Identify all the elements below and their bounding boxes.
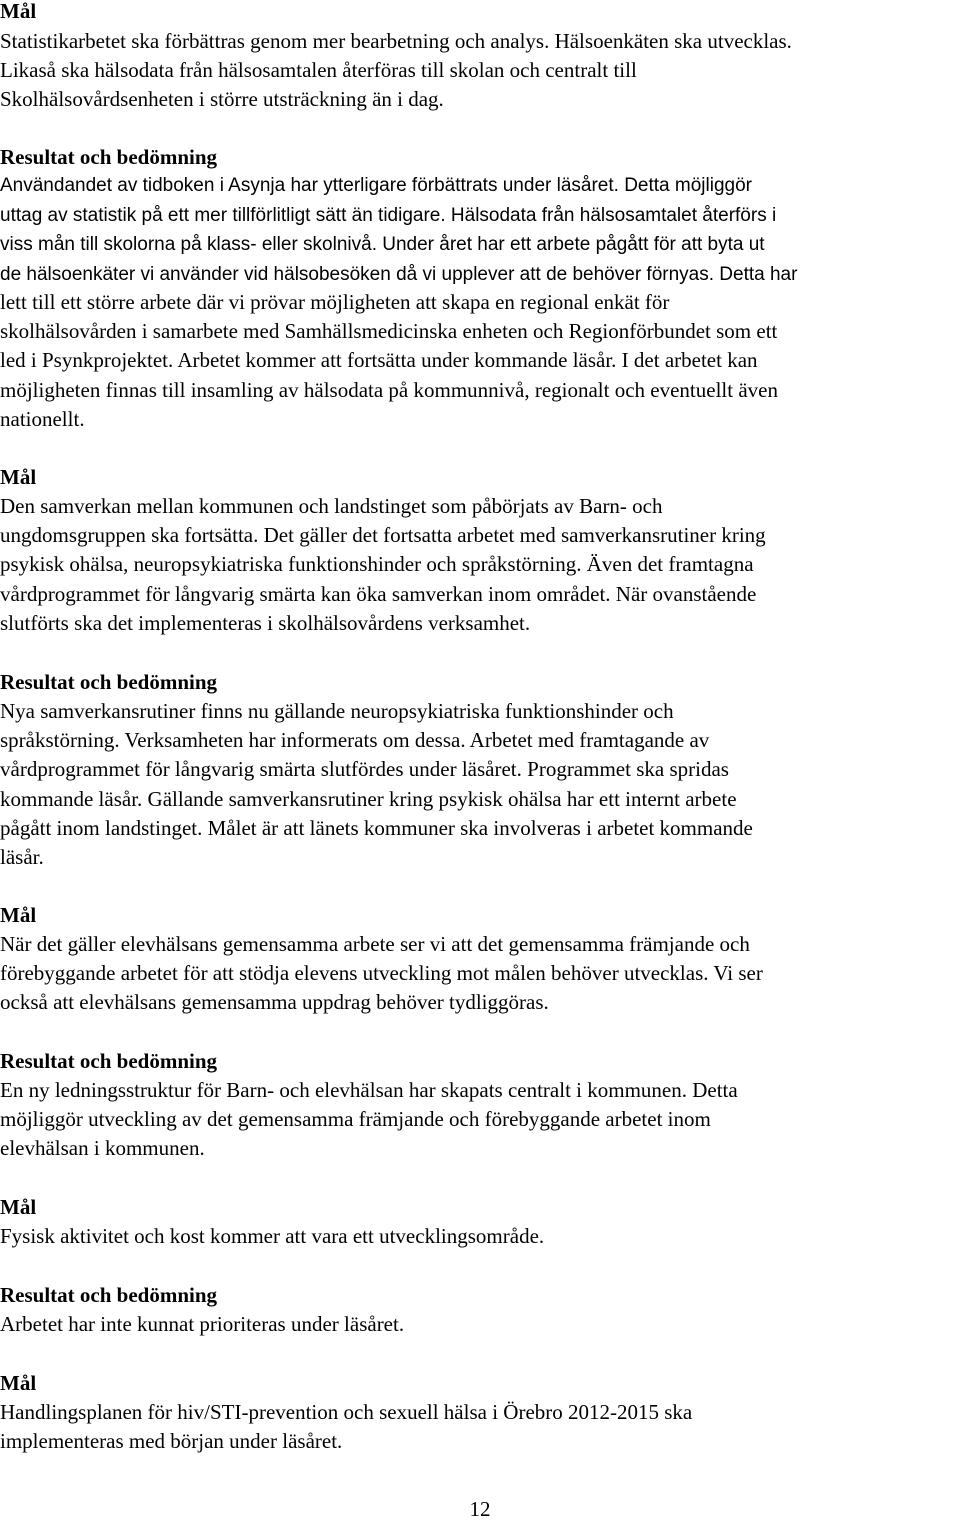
text-line: Den samverkan mellan kommunen och landstinget som påbörjats av Barn- och bbox=[0, 494, 663, 518]
section-text bbox=[0, 492, 958, 638]
section-text bbox=[0, 930, 958, 1018]
text-line: skolhälsovården i samarbete med Samhällsmedicinska enheten och Regionförbundet som ett bbox=[0, 319, 778, 344]
text-line: uttag av statistik på ett mer tillförlitligt sätt än tidigare. Hälsodata från hälsosamtalet återförs i bbox=[0, 204, 777, 226]
text-line: möjligheten finnas till insamling av hälsodata på kommunnivå, regionalt och eventuellt även bbox=[0, 377, 778, 402]
text-line: Skolhälsovårdsenheten i större utsträckning än i dag. bbox=[0, 87, 444, 112]
section-heading-resultat: Resultat och bedömning bbox=[0, 1049, 218, 1073]
text-line: vårdprogrammet för långvarig smärta kan öka samverkan inom området. När ovanstående bbox=[0, 581, 757, 606]
text-line: En ny ledningsstruktur för Barn- och elevhälsan har skapats centralt i kommunen. Detta bbox=[0, 1078, 738, 1102]
text-line: elevhälsan i kommunen. bbox=[0, 1136, 205, 1161]
text-line: Nya samverkansrutiner finns nu gällande neuropsykiatriska funktionshinder och bbox=[0, 699, 674, 723]
text-line: ungdomsgruppen ska fortsätta. Det gäller det fortsatta arbetet med samverkansrutiner kring bbox=[0, 523, 766, 548]
section-text bbox=[0, 1310, 958, 1339]
text-line: När det gäller elevhälsans gemensamma arbete ser vi att det gemensamma främjande och bbox=[0, 932, 750, 956]
text-line: Likaså ska hälsodata från hälsosamtalen återföras till skolan och centralt till bbox=[0, 58, 637, 83]
text-line: också att elevhälsans gemensamma uppdrag behöver tydliggöras. bbox=[0, 990, 549, 1015]
text-line: psykisk ohälsa, neuropsykiatriska funktionshinder och språkstörning. Även det framtagna bbox=[0, 552, 754, 577]
text-line: Fysisk aktivitet och kost kommer att vara ett utvecklingsområde. bbox=[0, 1224, 545, 1248]
section-heading-mal: Mål bbox=[0, 903, 37, 927]
text-line: pågått inom landstinget. Målet är att länets kommuner ska involveras i arbetet kommande bbox=[0, 815, 753, 840]
text-line: Statistikarbetet ska förbättras genom mer bearbetning och analys. Hälsoenkäten ska utvecklas. bbox=[0, 29, 792, 53]
text-line: lett till ett större arbete där vi prövar möjligheten att skapa en regional enkät för bbox=[0, 290, 670, 314]
section-heading-resultat: Resultat och bedömning bbox=[0, 670, 218, 694]
text-line: kommande läsår. Gällande samverkansrutiner kring psykisk ohälsa har ett internt arbete bbox=[0, 786, 737, 811]
text-line: Användandet av tidboken i Asynja har ytterligare förbättrats under läsåret. Detta möjliggör bbox=[0, 175, 752, 196]
section-text bbox=[0, 1398, 958, 1456]
section-heading-mal: Mål bbox=[0, 0, 37, 23]
page-number: 12 bbox=[469, 1497, 491, 1521]
section-text bbox=[0, 1222, 958, 1251]
text-line: läsår. bbox=[0, 845, 44, 870]
section-text bbox=[0, 288, 958, 434]
section-heading-mal: Mål bbox=[0, 465, 37, 489]
text-line: de hälsoenkäter vi använder vid hälsobesöken då vi upplever att de behöver förnyas. Detta har bbox=[0, 263, 798, 285]
section-heading-mal: Mål bbox=[0, 1371, 37, 1395]
text-line: Arbetet har inte kunnat prioriteras under läsåret. bbox=[0, 1312, 405, 1336]
text-line: vårdprogrammet för långvarig smärta slutfördes under läsåret. Programmet ska spridas bbox=[0, 757, 729, 782]
text-line: slutförts ska det implementeras i skolhälsovårdens verksamhet. bbox=[0, 610, 531, 635]
text-line: nationellt. bbox=[0, 406, 85, 431]
text-line: Handlingsplanen för hiv/STI-prevention och sexuell hälsa i Örebro 2012-2015 ska bbox=[0, 1400, 693, 1424]
section-text bbox=[0, 171, 958, 289]
section-heading-mal: Mål bbox=[0, 1195, 37, 1219]
section-heading-resultat: Resultat och bedömning bbox=[0, 145, 218, 169]
text-line: förebyggande arbetet för att stödja elevens utveckling mot målen behöver utvecklas. Vi ser bbox=[0, 961, 763, 986]
text-line: implementeras med början under läsåret. bbox=[0, 1429, 343, 1454]
text-line: språkstörning. Verksamheten har informerats om dessa. Arbetet med framtagande av bbox=[0, 728, 710, 753]
text-line: led i Psynkprojektet. Arbetet kommer att fortsätta under kommande läsår. I det arbetet kan bbox=[0, 348, 758, 373]
section-text bbox=[0, 27, 958, 115]
section-heading-resultat: Resultat och bedömning bbox=[0, 1283, 218, 1307]
section-text bbox=[0, 697, 958, 872]
section-text bbox=[0, 1076, 958, 1164]
text-line: viss mån till skolorna på klass- eller skolnivå. Under året har ett arbete pågått för att byta ut bbox=[0, 234, 765, 255]
text-line: möjliggör utveckling av det gemensamma främjande och förebyggande arbetet inom bbox=[0, 1107, 711, 1132]
